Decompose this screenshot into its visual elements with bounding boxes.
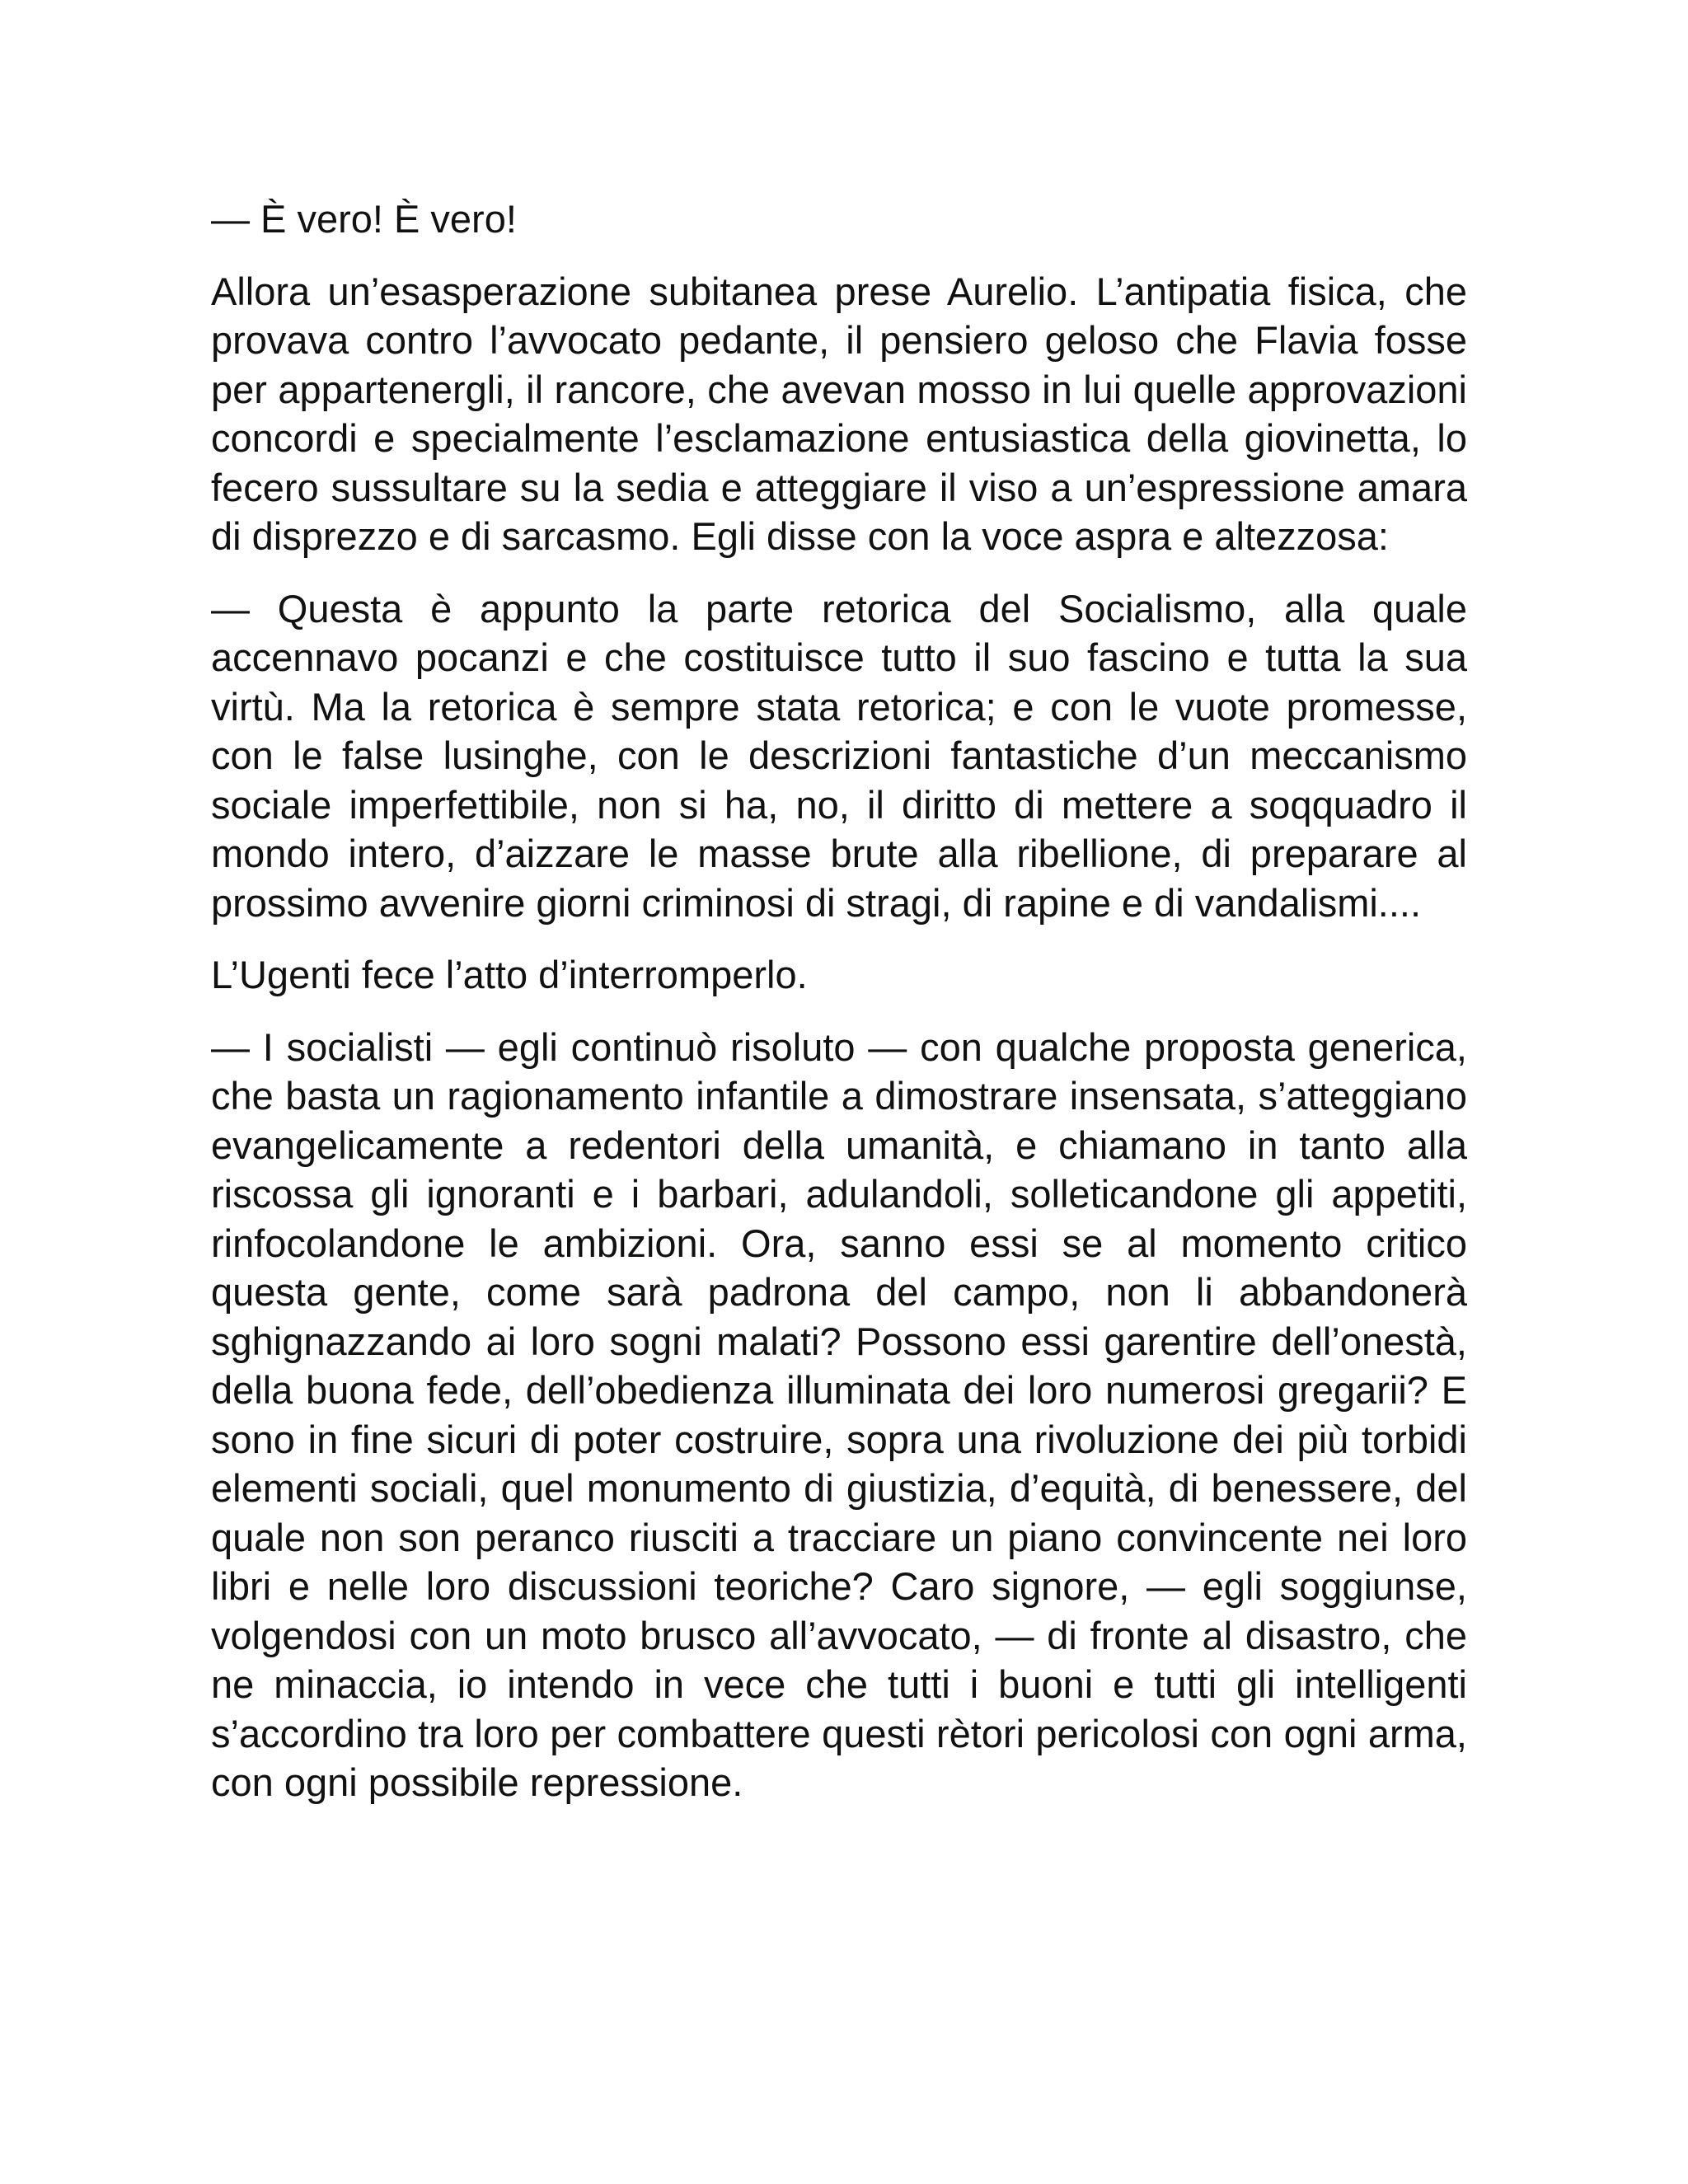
paragraph-narration-aurelio: Allora un’esasperazione subitanea prese Aurelio. L’antipatia fisica, che provava contro l’avvocato pedante, il pensiero geloso che Flavia fosse per appartenergli, il rancore, che avevan mosso in lui quelle approvazioni concordi e specialmente l’esclamazione entusiastica della giovinetta, lo fecero sussultare su la sedia e atteggiare il viso a un’espressione amara di disprezzo e di sarcasmo. Egli disse con la voce aspra e altezzosa: bbox=[211, 269, 1467, 558]
paragraph-exclamation: — È vero! È vero! bbox=[211, 197, 517, 241]
paragraph-speech-socialisti: — I socialisti — egli continuò risoluto — con qualche proposta generica, che basta un ragionamento infantile a dimostrare insensata, s’atteggiano evangelicamente a redentori della umanità, e chiamano in tanto alla riscossa gli ignoranti e i barbari, adulandoli, solleticandone gli appetiti, rinfocolandone le ambizioni. Ora, sanno essi se al momento critico questa gente, come sarà padrona del campo, non li abbandonerà sghignazzando ai loro sogni malati? Possono essi garentire dell’onestà, della buona fede, dell’obedienza illuminata dei loro numerosi gregarii? E sono in fine sicuri di poter costruire, sopra una rivoluzione dei più torbidi elementi sociali, quel monumento di giustizia, d’equità, di benessere, del quale non son peranco riusciti a tracciare un piano convincente nei loro libri e nelle loro discussioni teoriche? Caro signore, — egli soggiunse, volgendosi con un moto brusco all’avvocato, — di fronte al disastro, che ne minaccia, io intendo in vece che tutti i buoni e tutti gli intelligenti s’accordino tra loro per combattere questi rètori pericolosi con ogni arma, con ogni possibile repressione. bbox=[211, 1024, 1467, 1804]
document-page bbox=[211, 194, 1467, 1830]
paragraph-narration-ugenti: L’Ugenti fece l’atto d’interromperlo. bbox=[211, 953, 808, 996]
paragraph-speech-retorica: — Questa è appunto la parte retorica del Socialismo, alla quale accennavo pocanzi e che costituisce tutto il suo fascino e tutta la sua virtù. Ma la retorica è sempre stata retorica; e con le vuote promesse, con le false lusinghe, con le descrizioni fantastiche d’un meccanismo sociale imperfettibile, non si ha, no, il diritto di mettere a soqquadro il mondo intero, d’aizzare le masse brute alla ribellione, di preparare al prossimo avvenire giorni criminosi di stragi, di rapine e di vandalismi.... bbox=[211, 586, 1467, 925]
